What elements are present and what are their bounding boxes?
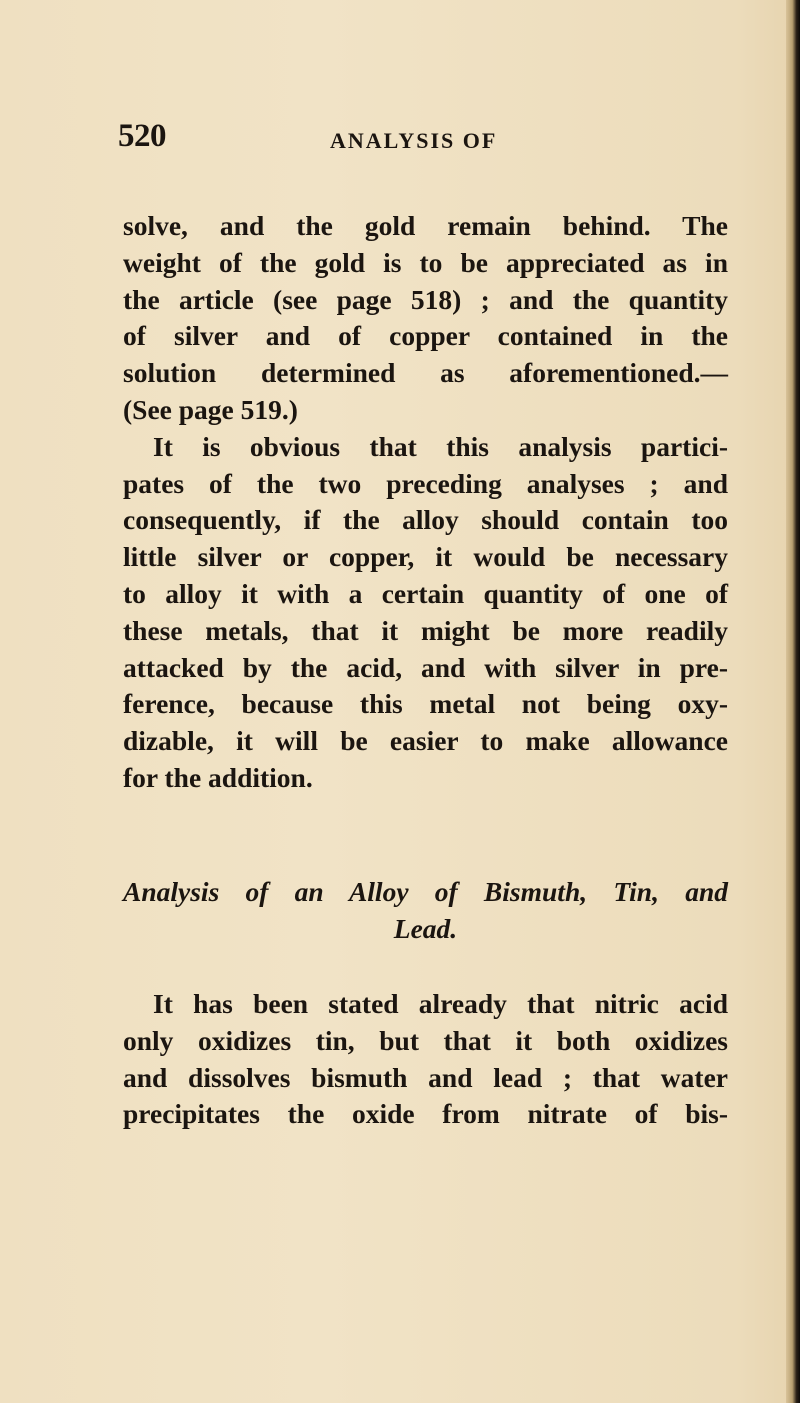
page-number: 520 xyxy=(118,118,166,154)
section-subheading xyxy=(123,874,728,948)
text-line: dizable, it will be easier to make allowance xyxy=(123,725,728,757)
text-line: solve, and the gold remain behind. The xyxy=(123,210,728,241)
text-line: pates of the two preceding analyses ; and xyxy=(123,467,728,499)
text-line: It is obvious that this analysis partici- xyxy=(153,430,728,462)
text-line: weight of the gold is to be appreciated as in xyxy=(123,246,728,278)
text-line: little silver or copper, it would be necessary xyxy=(123,541,728,573)
page-edge-shadow xyxy=(786,0,800,1403)
text-line: precipitates the oxide from nitrate of bis- xyxy=(123,1098,728,1130)
text-line: only oxidizes tin, but that it both oxidizes xyxy=(123,1024,728,1056)
text-line: the article (see page 518) ; and the quantity xyxy=(123,283,728,315)
body-text xyxy=(123,208,728,797)
text-line: for the addition. xyxy=(123,761,313,793)
text-line: (See page 519.) xyxy=(123,393,298,425)
page-header xyxy=(0,118,800,162)
text-line: of silver and of copper contained in the xyxy=(123,320,728,352)
running-head: ANALYSIS OF xyxy=(330,128,498,153)
text-line: consequently, if the alloy should contain too xyxy=(123,504,728,536)
subheading-line: Lead. xyxy=(393,912,458,944)
text-line: ference, because this metal not being oxy- xyxy=(123,688,728,720)
text-line: these metals, that it might be more readily xyxy=(123,614,728,646)
text-line: to alloy it with a certain quantity of one of xyxy=(123,577,728,609)
body-text-continued xyxy=(123,986,728,1133)
text-line: attacked by the acid, and with silver in pre- xyxy=(123,651,728,683)
text-line: and dissolves bismuth and lead ; that water xyxy=(123,1061,728,1093)
text-line: solution determined as aforementioned.— xyxy=(123,357,728,389)
subheading-line: Analysis of an Alloy of Bismuth, Tin, and xyxy=(123,876,728,907)
text-line: It has been stated already that nitric acid xyxy=(153,988,728,1019)
